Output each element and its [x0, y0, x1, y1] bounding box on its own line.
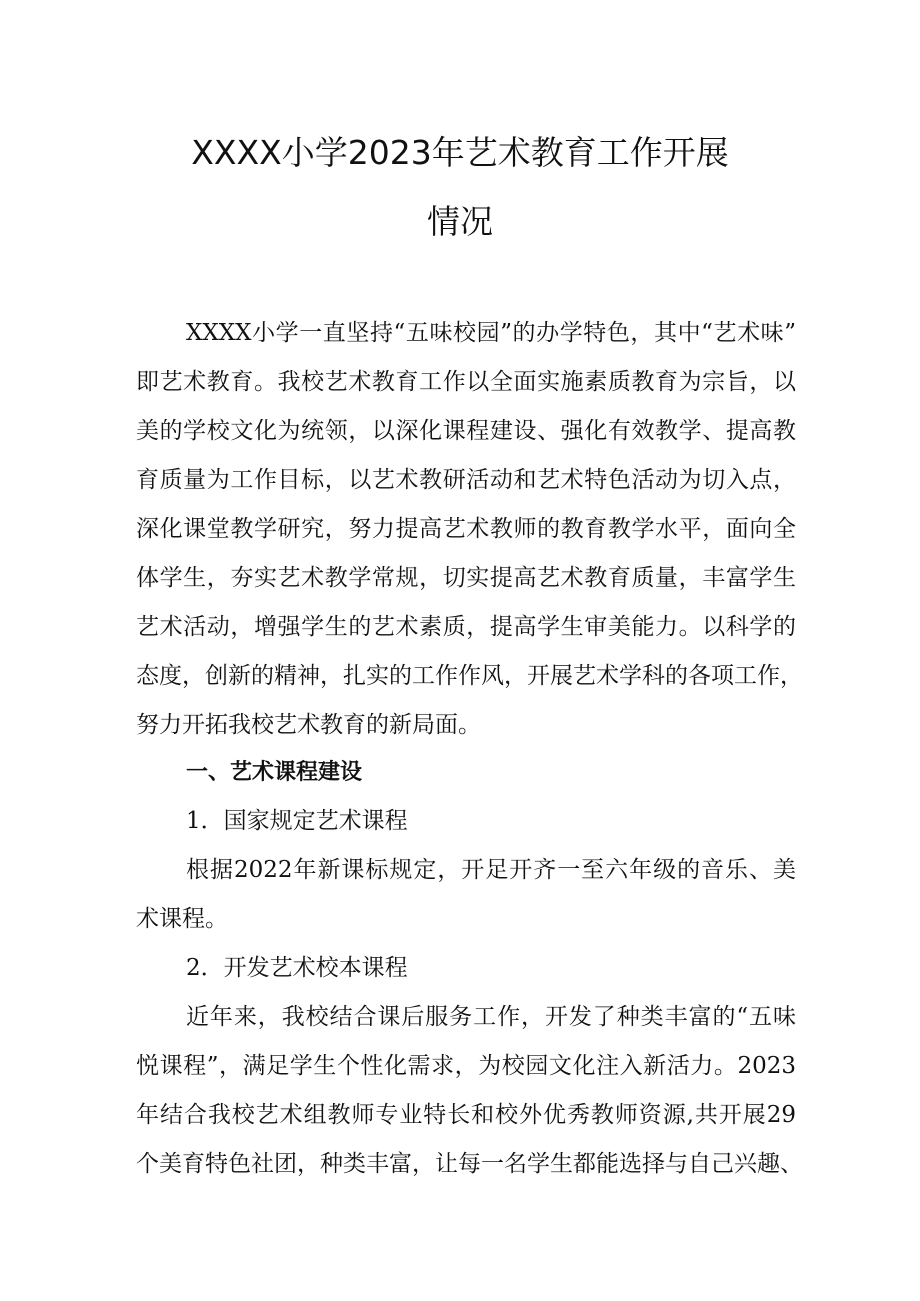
intro-line-2: 即艺术教育。我校艺术教育工作以全面实施素质教育为宗旨，以: [136, 369, 796, 395]
intro-line-8: 态度，创新的精神，扎实的工作作风，开展艺术学科的各项工作，: [136, 663, 803, 689]
subsection-heading-school-curriculum: 2．开发艺术校本课程: [186, 955, 408, 981]
sub2-line-1: 近年来，我校结合课后服务工作，开发了种类丰富的“五味: [186, 1004, 796, 1030]
sub2-line-3: 年结合我校艺术组教师专业特长和校外优秀教师资源,共开展29: [136, 1102, 796, 1128]
section-heading-art-curriculum: 一、艺术课程建设: [186, 760, 363, 785]
subsection-heading-national-curriculum: 1．国家规定艺术课程: [186, 808, 408, 834]
sub2-line-2: 悦课程”，满足学生个性化需求，为校园文化注入新活力。2023: [136, 1053, 796, 1079]
intro-line-6: 体学生，夯实艺术教学常规，切实提高艺术教育质量，丰富学生: [136, 565, 796, 591]
intro-line-5: 深化课堂教学研究，努力提高艺术教师的教育教学水平，面向全: [136, 516, 796, 542]
intro-line-3: 美的学校文化为统领，以深化课程建设、强化有效教学、提高教: [136, 418, 796, 444]
sub2-line-4: 个美育特色社团，种类丰富，让每一名学生都能选择与自己兴趣、: [136, 1151, 803, 1177]
document-title-line-2: 情况: [427, 202, 493, 241]
intro-line-1: XXXX小学一直坚持“五味校园”的办学特色，其中“艺术味”: [186, 320, 796, 346]
sub1-line-1: 根据2022年新课标规定，开足开齐一至六年级的音乐、美: [186, 857, 796, 883]
document-title-line-1: XXXX小学2023年艺术教育工作开展: [191, 133, 729, 172]
intro-line-7: 艺术活动，增强学生的艺术素质，提高学生审美能力。以科学的: [136, 614, 796, 640]
intro-line-4: 育质量为工作目标，以艺术教研活动和艺术特色活动为切入点，: [136, 467, 796, 493]
sub1-line-2: 术课程。: [136, 906, 228, 932]
intro-line-9: 努力开拓我校艺术教育的新局面。: [136, 712, 481, 738]
